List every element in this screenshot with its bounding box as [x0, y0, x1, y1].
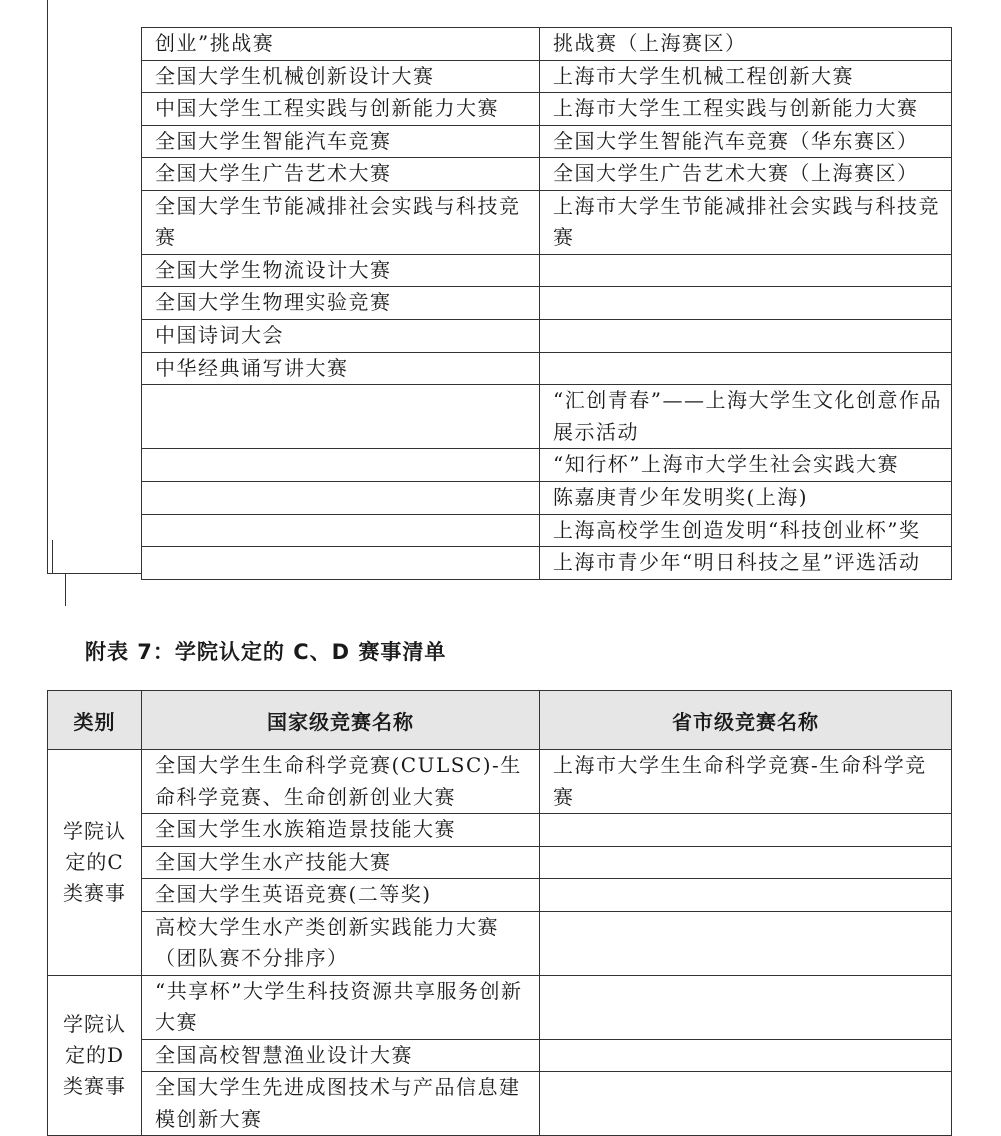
provincial-cell: 陈嘉庚青少年发明奖(上海): [540, 481, 952, 514]
table-row: [142, 28, 952, 61]
category-label-c: 学院认定的C类赛事: [63, 818, 126, 905]
table-row: [142, 60, 952, 93]
national-cell: 全国大学生水族箱造景技能大赛: [142, 814, 540, 847]
table-row: [48, 1039, 952, 1072]
national-cell: 创业”挑战赛: [142, 28, 540, 61]
national-cell: 全国大学生水产技能大赛: [142, 846, 540, 879]
provincial-cell: 全国大学生智能汽车竞赛（华东赛区）: [540, 125, 952, 158]
national-cell: 全国大学生智能汽车竞赛: [142, 125, 540, 158]
margin-rule: [47, 573, 141, 574]
provincial-cell: [540, 1039, 952, 1072]
national-cell: 全国大学生生命科学竞赛(CULSC)-生命科学竞赛、生命创新创业大赛: [142, 750, 540, 814]
margin-rule: [47, 0, 48, 574]
table-header-row: [48, 691, 952, 750]
national-cell: [142, 449, 540, 482]
provincial-cell: [540, 254, 952, 287]
national-header: 国家级竞赛名称: [142, 691, 540, 750]
table-row: [142, 352, 952, 385]
provincial-cell: [540, 1072, 952, 1136]
table-row: [48, 750, 952, 814]
category-header: 类别: [48, 691, 142, 750]
national-cell: 全国大学生物流设计大赛: [142, 254, 540, 287]
provincial-cell: 上海市大学生机械工程创新大赛: [540, 60, 952, 93]
category-label-d: 学院认定的D类赛事: [63, 1011, 126, 1098]
provincial-cell: [540, 320, 952, 353]
national-cell: 高校大学生水产类创新实践能力大赛（团队赛不分排序）: [142, 911, 540, 975]
provincial-cell: 上海市大学生生命科学竞赛-生命科学竞赛: [540, 750, 952, 814]
provincial-cell: 挑战赛（上海赛区）: [540, 28, 952, 61]
provincial-cell: 上海市大学生节能减排社会实践与科技竞赛: [540, 190, 952, 254]
table-row: [142, 254, 952, 287]
provincial-cell: [540, 352, 952, 385]
provincial-cell: [540, 879, 952, 912]
national-cell: 全国大学生广告艺术大赛: [142, 158, 540, 191]
appendix-heading: 附表 7：学院认定的 C、D 赛事清单: [85, 640, 447, 664]
category-cell-d: [48, 975, 142, 1136]
table-row: [48, 846, 952, 879]
provincial-cell: “知行杯”上海市大学生社会实践大赛: [540, 449, 952, 482]
national-cell: [142, 385, 540, 449]
provincial-cell: “汇创青春”——上海大学生文化创意作品展示活动: [540, 385, 952, 449]
competition-table-continued: [141, 27, 952, 580]
margin-rule: [52, 540, 53, 574]
table-row: [142, 93, 952, 126]
table-row: [142, 158, 952, 191]
table-row: [48, 975, 952, 1039]
provincial-cell: [540, 846, 952, 879]
provincial-cell: [540, 911, 952, 975]
national-cell: 全国大学生机械创新设计大赛: [142, 60, 540, 93]
national-cell: 全国大学生物理实验竞赛: [142, 287, 540, 320]
national-cell: [142, 514, 540, 547]
table-row: [48, 1072, 952, 1136]
category-cell-c: [48, 750, 142, 976]
national-cell: [142, 481, 540, 514]
national-cell: 中国大学生工程实践与创新能力大赛: [142, 93, 540, 126]
national-cell: [142, 547, 540, 580]
cd-competition-table: [47, 690, 952, 1136]
national-cell: 全国大学生节能减排社会实践与科技竞赛: [142, 190, 540, 254]
table-row: [142, 514, 952, 547]
table-row: [142, 125, 952, 158]
provincial-header: 省市级竞赛名称: [540, 691, 952, 750]
provincial-cell: 上海市青少年“明日科技之星”评选活动: [540, 547, 952, 580]
table-row: [142, 320, 952, 353]
table-row: [142, 385, 952, 449]
table-row: [142, 287, 952, 320]
table-row: [142, 190, 952, 254]
table-row: [142, 449, 952, 482]
provincial-cell: [540, 287, 952, 320]
table-row: [142, 481, 952, 514]
national-cell: 全国大学生先进成图技术与产品信息建模创新大赛: [142, 1072, 540, 1136]
national-cell: 中华经典诵写讲大赛: [142, 352, 540, 385]
table-row: [142, 547, 952, 580]
national-cell: 中国诗词大会: [142, 320, 540, 353]
provincial-cell: 上海高校学生创造发明“科技创业杯”奖: [540, 514, 952, 547]
provincial-cell: [540, 814, 952, 847]
provincial-cell: 全国大学生广告艺术大赛（上海赛区）: [540, 158, 952, 191]
national-cell: 全国大学生英语竞赛(二等奖): [142, 879, 540, 912]
table-row: [48, 911, 952, 975]
provincial-cell: 上海市大学生工程实践与创新能力大赛: [540, 93, 952, 126]
margin-rule: [65, 574, 66, 606]
national-cell: “共享杯”大学生科技资源共享服务创新大赛: [142, 975, 540, 1039]
provincial-cell: [540, 975, 952, 1039]
table-row: [48, 879, 952, 912]
national-cell: 全国高校智慧渔业设计大赛: [142, 1039, 540, 1072]
table-row: [48, 814, 952, 847]
